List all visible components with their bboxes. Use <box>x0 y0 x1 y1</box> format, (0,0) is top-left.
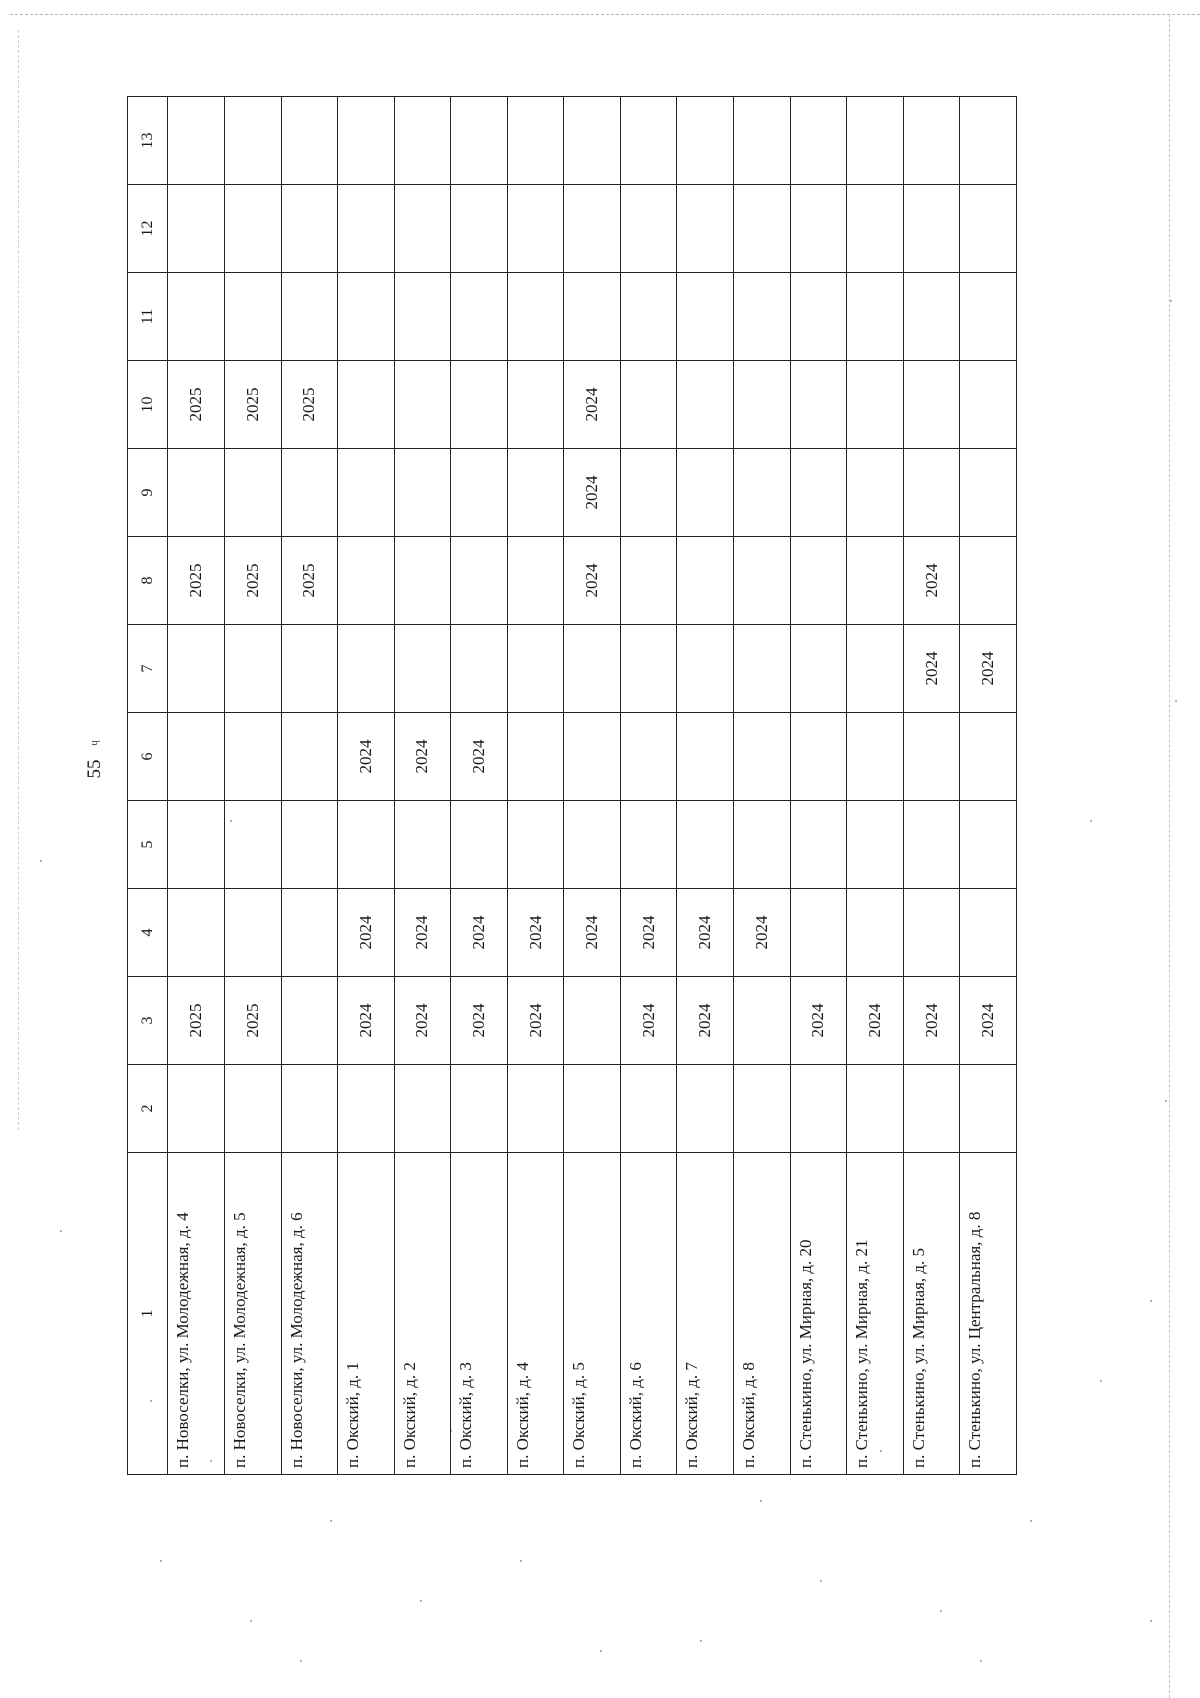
year-cell <box>338 625 395 713</box>
year-cell <box>734 97 791 185</box>
year-cell <box>960 273 1017 361</box>
year-cell <box>620 97 677 185</box>
year-cell <box>734 537 791 625</box>
year-cell <box>338 801 395 889</box>
year-cell <box>168 625 225 713</box>
year-cell <box>734 1065 791 1153</box>
year-cell <box>281 97 338 185</box>
year-cell <box>847 185 904 273</box>
table-row <box>847 97 904 1475</box>
year-cell: 2024 <box>677 889 734 977</box>
year-cell: 2024 <box>564 537 621 625</box>
year-cell: 2024 <box>564 889 621 977</box>
year-cell <box>790 801 847 889</box>
year-cell <box>224 185 281 273</box>
year-cell: 2024 <box>451 977 508 1065</box>
address-cell: п. Новоселки, ул. Молодежная, д. 6 <box>281 1153 338 1475</box>
year-cell: 2024 <box>790 977 847 1065</box>
address-cell: п. Стенькино, ул. Центральная, д. 8 <box>960 1153 1017 1475</box>
scan-speck <box>60 1230 62 1232</box>
year-cell <box>168 889 225 977</box>
address-cell: п. Стенькино, ул. Мирная, д. 20 <box>790 1153 847 1475</box>
year-cell <box>564 185 621 273</box>
scan-speck <box>980 1660 982 1662</box>
year-cell <box>338 185 395 273</box>
address-cell: п. Окский, д. 4 <box>507 1153 564 1475</box>
year-cell <box>847 801 904 889</box>
year-cell <box>677 449 734 537</box>
year-cell <box>338 97 395 185</box>
year-cell: 2024 <box>734 889 791 977</box>
year-cell <box>224 713 281 801</box>
year-cell: 2024 <box>847 977 904 1065</box>
year-cell <box>734 185 791 273</box>
year-cell <box>168 1065 225 1153</box>
year-cell: 2024 <box>507 977 564 1065</box>
scan-speck <box>520 1560 522 1562</box>
address-cell: п. Окский, д. 7 <box>677 1153 734 1475</box>
year-cell <box>620 449 677 537</box>
scan-speck <box>40 860 42 862</box>
year-cell <box>451 185 508 273</box>
year-cell: 2025 <box>224 977 281 1065</box>
year-cell <box>451 801 508 889</box>
year-cell <box>960 889 1017 977</box>
year-cell <box>790 273 847 361</box>
year-cell <box>847 625 904 713</box>
scan-speck <box>1165 1100 1167 1102</box>
year-cell <box>224 449 281 537</box>
year-cell <box>394 185 451 273</box>
column-header-8: 8 <box>128 537 168 625</box>
year-cell: 2024 <box>620 889 677 977</box>
table-row <box>451 97 508 1475</box>
scan-speck <box>300 1660 302 1662</box>
address-cell: п. Окский, д. 5 <box>564 1153 621 1475</box>
year-cell <box>338 449 395 537</box>
year-cell <box>394 273 451 361</box>
year-cell: 2024 <box>960 977 1017 1065</box>
page-number: 55 <box>84 759 105 779</box>
scan-edge-top <box>10 14 1200 15</box>
column-header-4: 4 <box>128 889 168 977</box>
scan-speck <box>700 1640 702 1642</box>
year-cell <box>620 537 677 625</box>
year-cell: 2024 <box>903 977 960 1065</box>
table-row <box>281 97 338 1475</box>
repair-schedule-table <box>127 96 1017 1475</box>
year-cell <box>903 449 960 537</box>
year-cell <box>677 625 734 713</box>
year-cell <box>847 537 904 625</box>
column-header-1: 1 <box>128 1153 168 1475</box>
year-cell <box>394 361 451 449</box>
year-cell <box>224 273 281 361</box>
year-cell <box>394 449 451 537</box>
column-header-6: 6 <box>128 713 168 801</box>
year-cell <box>168 713 225 801</box>
year-cell <box>677 361 734 449</box>
column-header-9: 9 <box>128 449 168 537</box>
year-cell <box>224 1065 281 1153</box>
year-cell: 2025 <box>281 361 338 449</box>
table-row <box>168 97 225 1475</box>
table-row <box>960 97 1017 1475</box>
year-cell <box>734 977 791 1065</box>
year-cell <box>451 449 508 537</box>
year-cell <box>281 449 338 537</box>
year-cell <box>903 713 960 801</box>
year-cell <box>168 97 225 185</box>
year-cell: 2024 <box>338 713 395 801</box>
year-cell <box>847 449 904 537</box>
year-cell <box>564 713 621 801</box>
scan-speck <box>1030 1520 1032 1522</box>
year-cell <box>620 1065 677 1153</box>
year-cell <box>620 801 677 889</box>
year-cell: 2024 <box>507 889 564 977</box>
column-header-10: 10 <box>128 361 168 449</box>
year-cell <box>281 1065 338 1153</box>
year-cell <box>507 801 564 889</box>
year-cell <box>960 537 1017 625</box>
year-cell <box>564 1065 621 1153</box>
year-cell <box>677 273 734 361</box>
address-cell: п. Новоселки, ул. Молодежная, д. 4 <box>168 1153 225 1475</box>
year-cell <box>790 889 847 977</box>
year-cell <box>790 1065 847 1153</box>
year-cell <box>507 185 564 273</box>
year-cell <box>168 449 225 537</box>
year-cell <box>847 713 904 801</box>
year-cell <box>734 713 791 801</box>
year-cell <box>677 801 734 889</box>
address-cell: п. Окский, д. 1 <box>338 1153 395 1475</box>
year-cell <box>734 801 791 889</box>
year-cell: 2024 <box>451 713 508 801</box>
year-cell <box>564 97 621 185</box>
year-cell: 2024 <box>677 977 734 1065</box>
scan-speck <box>600 1650 602 1652</box>
table-row <box>394 97 451 1475</box>
year-cell <box>281 977 338 1065</box>
year-cell <box>790 713 847 801</box>
year-cell: 2024 <box>564 361 621 449</box>
year-cell <box>281 273 338 361</box>
year-cell <box>903 1065 960 1153</box>
year-cell <box>281 889 338 977</box>
scan-speck <box>1090 820 1092 822</box>
table-row <box>677 97 734 1475</box>
year-cell <box>677 97 734 185</box>
scan-speck <box>420 1600 422 1602</box>
year-cell <box>903 801 960 889</box>
scan-speck <box>1150 1300 1152 1302</box>
year-cell <box>960 449 1017 537</box>
year-cell <box>451 537 508 625</box>
year-cell <box>790 625 847 713</box>
address-cell: п. Окский, д. 2 <box>394 1153 451 1475</box>
year-cell <box>338 1065 395 1153</box>
year-cell <box>790 361 847 449</box>
year-cell <box>168 801 225 889</box>
year-cell <box>507 625 564 713</box>
year-cell: 2024 <box>394 889 451 977</box>
year-cell: 2025 <box>168 977 225 1065</box>
column-header-3: 3 <box>128 977 168 1065</box>
column-header-7: 7 <box>128 625 168 713</box>
rotated-table-container <box>127 132 1017 1475</box>
year-cell: 2024 <box>338 889 395 977</box>
scan-speck <box>760 1500 762 1502</box>
year-cell <box>734 625 791 713</box>
year-cell <box>903 889 960 977</box>
year-cell <box>451 625 508 713</box>
address-cell: п. Окский, д. 6 <box>620 1153 677 1475</box>
year-cell: 2024 <box>620 977 677 1065</box>
year-cell <box>451 1065 508 1153</box>
year-cell <box>960 1065 1017 1153</box>
year-cell <box>451 361 508 449</box>
year-cell <box>847 889 904 977</box>
scan-speck <box>940 1610 942 1612</box>
year-cell <box>847 361 904 449</box>
year-cell <box>451 273 508 361</box>
year-cell: 2024 <box>903 537 960 625</box>
scan-speck <box>160 1560 162 1562</box>
year-cell <box>564 273 621 361</box>
year-cell: 2025 <box>168 361 225 449</box>
column-header-5: 5 <box>128 801 168 889</box>
table-row <box>903 97 960 1475</box>
year-cell <box>394 97 451 185</box>
year-cell <box>168 185 225 273</box>
year-cell <box>507 537 564 625</box>
year-cell <box>507 273 564 361</box>
year-cell <box>564 977 621 1065</box>
year-cell <box>790 537 847 625</box>
year-cell: 2025 <box>224 361 281 449</box>
scan-speck <box>1170 300 1172 302</box>
year-cell <box>903 273 960 361</box>
year-cell <box>451 97 508 185</box>
year-cell <box>790 97 847 185</box>
year-cell <box>734 449 791 537</box>
year-cell <box>620 625 677 713</box>
year-cell <box>677 185 734 273</box>
year-cell <box>338 537 395 625</box>
year-cell <box>507 361 564 449</box>
table-row <box>620 97 677 1475</box>
year-cell <box>960 185 1017 273</box>
address-cell: п. Окский, д. 3 <box>451 1153 508 1475</box>
year-cell <box>620 713 677 801</box>
scan-edge-left <box>18 30 19 1130</box>
column-header-13: 13 <box>128 97 168 185</box>
address-cell: п. Окский, д. 8 <box>734 1153 791 1475</box>
year-cell <box>281 185 338 273</box>
year-cell <box>224 889 281 977</box>
header-row <box>128 97 168 1475</box>
table-row <box>507 97 564 1475</box>
table-row <box>564 97 621 1475</box>
page-mark: ɥ <box>88 740 100 746</box>
year-cell <box>394 625 451 713</box>
year-cell <box>620 185 677 273</box>
year-cell <box>903 361 960 449</box>
year-cell <box>507 97 564 185</box>
scan-speck <box>330 1520 332 1522</box>
year-cell <box>394 537 451 625</box>
year-cell <box>734 273 791 361</box>
year-cell <box>281 713 338 801</box>
address-cell: п. Стенькино, ул. Мирная, д. 5 <box>903 1153 960 1475</box>
year-cell <box>734 361 791 449</box>
column-header-11: 11 <box>128 273 168 361</box>
year-cell: 2024 <box>394 977 451 1065</box>
year-cell <box>677 1065 734 1153</box>
year-cell: 2024 <box>338 977 395 1065</box>
column-header-12: 12 <box>128 185 168 273</box>
year-cell <box>224 97 281 185</box>
year-cell <box>960 97 1017 185</box>
address-cell: п. Новоселки, ул. Молодежная, д. 5 <box>224 1153 281 1475</box>
scan-edge-right <box>1169 14 1170 1698</box>
scan-speck <box>1150 1620 1152 1622</box>
year-cell <box>281 625 338 713</box>
year-cell <box>507 449 564 537</box>
scan-speck <box>1100 1380 1102 1382</box>
column-header-2: 2 <box>128 1065 168 1153</box>
scan-speck <box>820 1580 822 1582</box>
year-cell <box>338 273 395 361</box>
year-cell <box>903 185 960 273</box>
table-row <box>734 97 791 1475</box>
year-cell <box>960 361 1017 449</box>
table-row <box>224 97 281 1475</box>
year-cell: 2024 <box>394 713 451 801</box>
table-row <box>338 97 395 1475</box>
scan-speck <box>250 1620 252 1622</box>
year-cell <box>903 97 960 185</box>
year-cell <box>790 449 847 537</box>
year-cell: 2024 <box>451 889 508 977</box>
year-cell <box>168 273 225 361</box>
year-cell <box>960 801 1017 889</box>
year-cell <box>507 1065 564 1153</box>
year-cell: 2025 <box>281 537 338 625</box>
year-cell <box>847 97 904 185</box>
address-cell: п. Стенькино, ул. Мирная, д. 21 <box>847 1153 904 1475</box>
year-cell <box>507 713 564 801</box>
year-cell <box>620 361 677 449</box>
table-row <box>790 97 847 1475</box>
year-cell <box>281 801 338 889</box>
year-cell <box>564 801 621 889</box>
year-cell: 2024 <box>960 625 1017 713</box>
year-cell <box>338 361 395 449</box>
year-cell <box>224 625 281 713</box>
year-cell: 2024 <box>903 625 960 713</box>
year-cell <box>847 1065 904 1153</box>
year-cell <box>677 713 734 801</box>
year-cell: 2024 <box>564 449 621 537</box>
year-cell <box>790 185 847 273</box>
year-cell <box>394 801 451 889</box>
year-cell <box>677 537 734 625</box>
year-cell <box>224 801 281 889</box>
year-cell <box>847 273 904 361</box>
year-cell <box>564 625 621 713</box>
year-cell <box>620 273 677 361</box>
year-cell: 2025 <box>168 537 225 625</box>
year-cell <box>960 713 1017 801</box>
year-cell <box>394 1065 451 1153</box>
scan-speck <box>1175 700 1177 702</box>
year-cell: 2025 <box>224 537 281 625</box>
